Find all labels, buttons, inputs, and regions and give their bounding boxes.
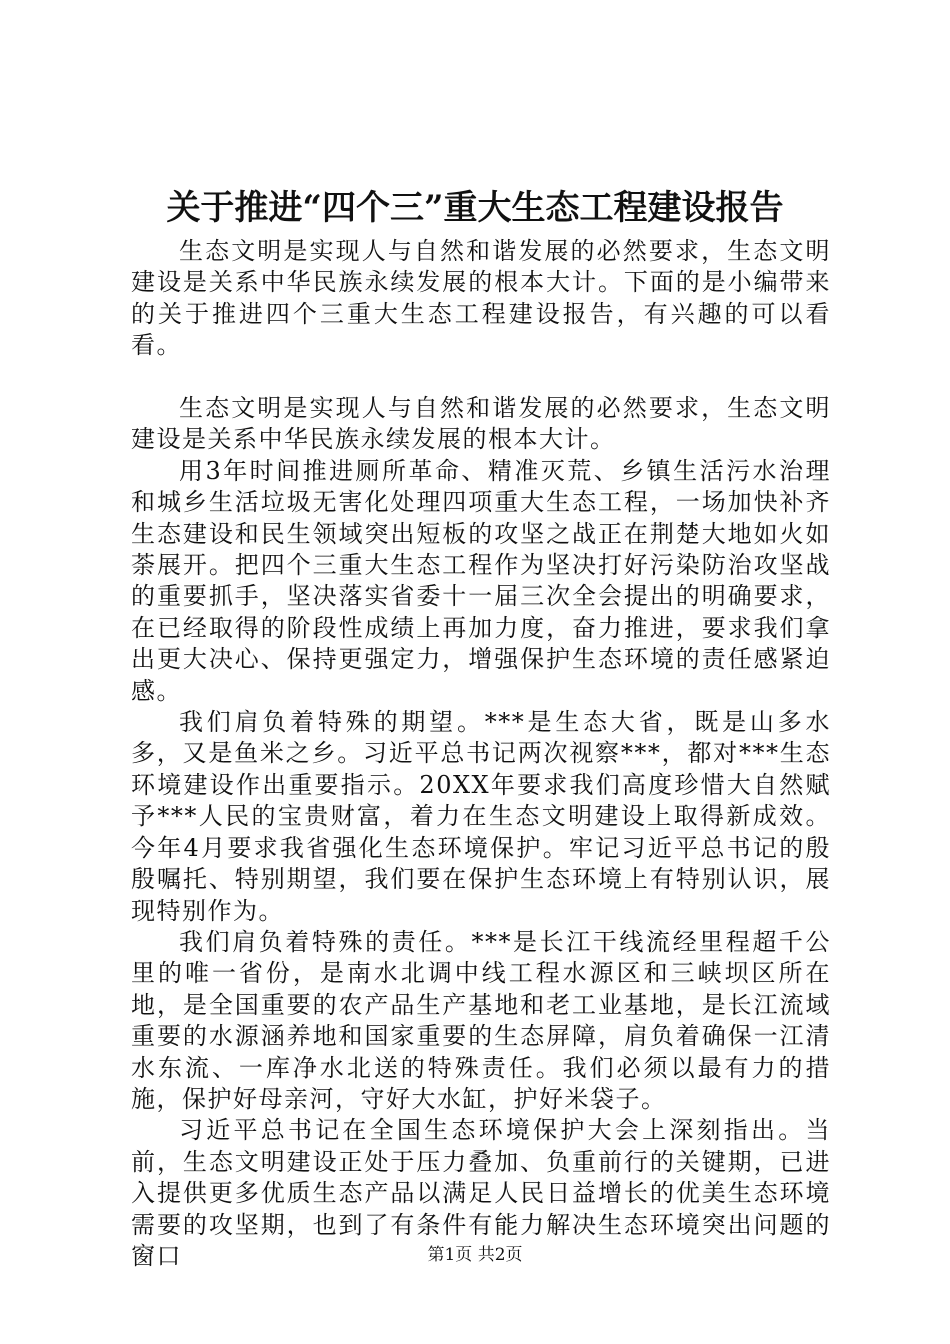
page-footer: 第1页 共2页: [427, 1245, 523, 1265]
paragraph-intro: 生态文明是实现人与自然和谐发展的必然要求，生态文明建设是关系中华民族永续发展的根本大计。下面的是小编带来的关于推进四个三重大生态工程建设报告，有兴趣的可以看看。: [131, 237, 831, 360]
paragraph-2: 用3年时间推进厕所革命、精准灭荒、乡镇生活污水治理和城乡生活垃圾无害化处理四项重大生态工程，一场加快补齐生态建设和民生领域突出短板的攻坚之战正在荆楚大地如火如荼展开。把四个三重大生态工程作为坚决打好污染防治攻坚战的重要抓手，坚决落实省委十一届三次全会提出的明确要求，在已经取得的阶段性成绩上再加力度，奋力推进，要求我们拿出更大决心、保持更强定力，增强保护生态环境的责任感紧迫感。: [131, 456, 831, 705]
paragraph-4: 我们肩负着特殊的责任。***是长江干线流经里程超千公里的唯一省份，是南水北调中线工程水源区和三峡坝区所在地，是全国重要的农产品生产基地和老工业基地，是长江流域重要的水源涵养地和国家重要的生态屏障，肩负着确保一江清水东流、一库净水北送的特殊责任。我们必须以最有力的措施，保护好母亲河，守好大水缸，护好米袋子。: [131, 927, 831, 1113]
paragraph-1: 生态文明是实现人与自然和谐发展的必然要求，生态文明建设是关系中华民族永续发展的根本大计。: [131, 394, 831, 454]
paragraph-5: 习近平总书记在全国生态环境保护大会上深刻指出。当前，生态文明建设正处于压力叠加、负重前行的关键期，已进入提供更多优质生态产品以满足人民日益增长的优美生态环境需要的攻坚期，也到了有条件有能力解决生态环境突出问题的窗口: [131, 1116, 831, 1270]
document-title: 关于推进“四个三”重大生态工程建设报告: [166, 188, 784, 228]
document-body: [131, 236, 831, 1272]
paragraph-3: 我们肩负着特殊的期望。***是生态大省，既是山多水多，又是鱼米之乡。习近平总书记两次视察***，都对***生态环境建设作出重要指示。20XX年要求我们高度珍惜大自然赋予***人民的宝贵财富，着力在生态文明建设上取得新成效。今年4月要求我省强化生态环境保护。牢记习近平总书记的殷殷嘱托、特别期望，我们要在保护生态环境上有特别认识，展现特别作为。: [131, 708, 831, 925]
